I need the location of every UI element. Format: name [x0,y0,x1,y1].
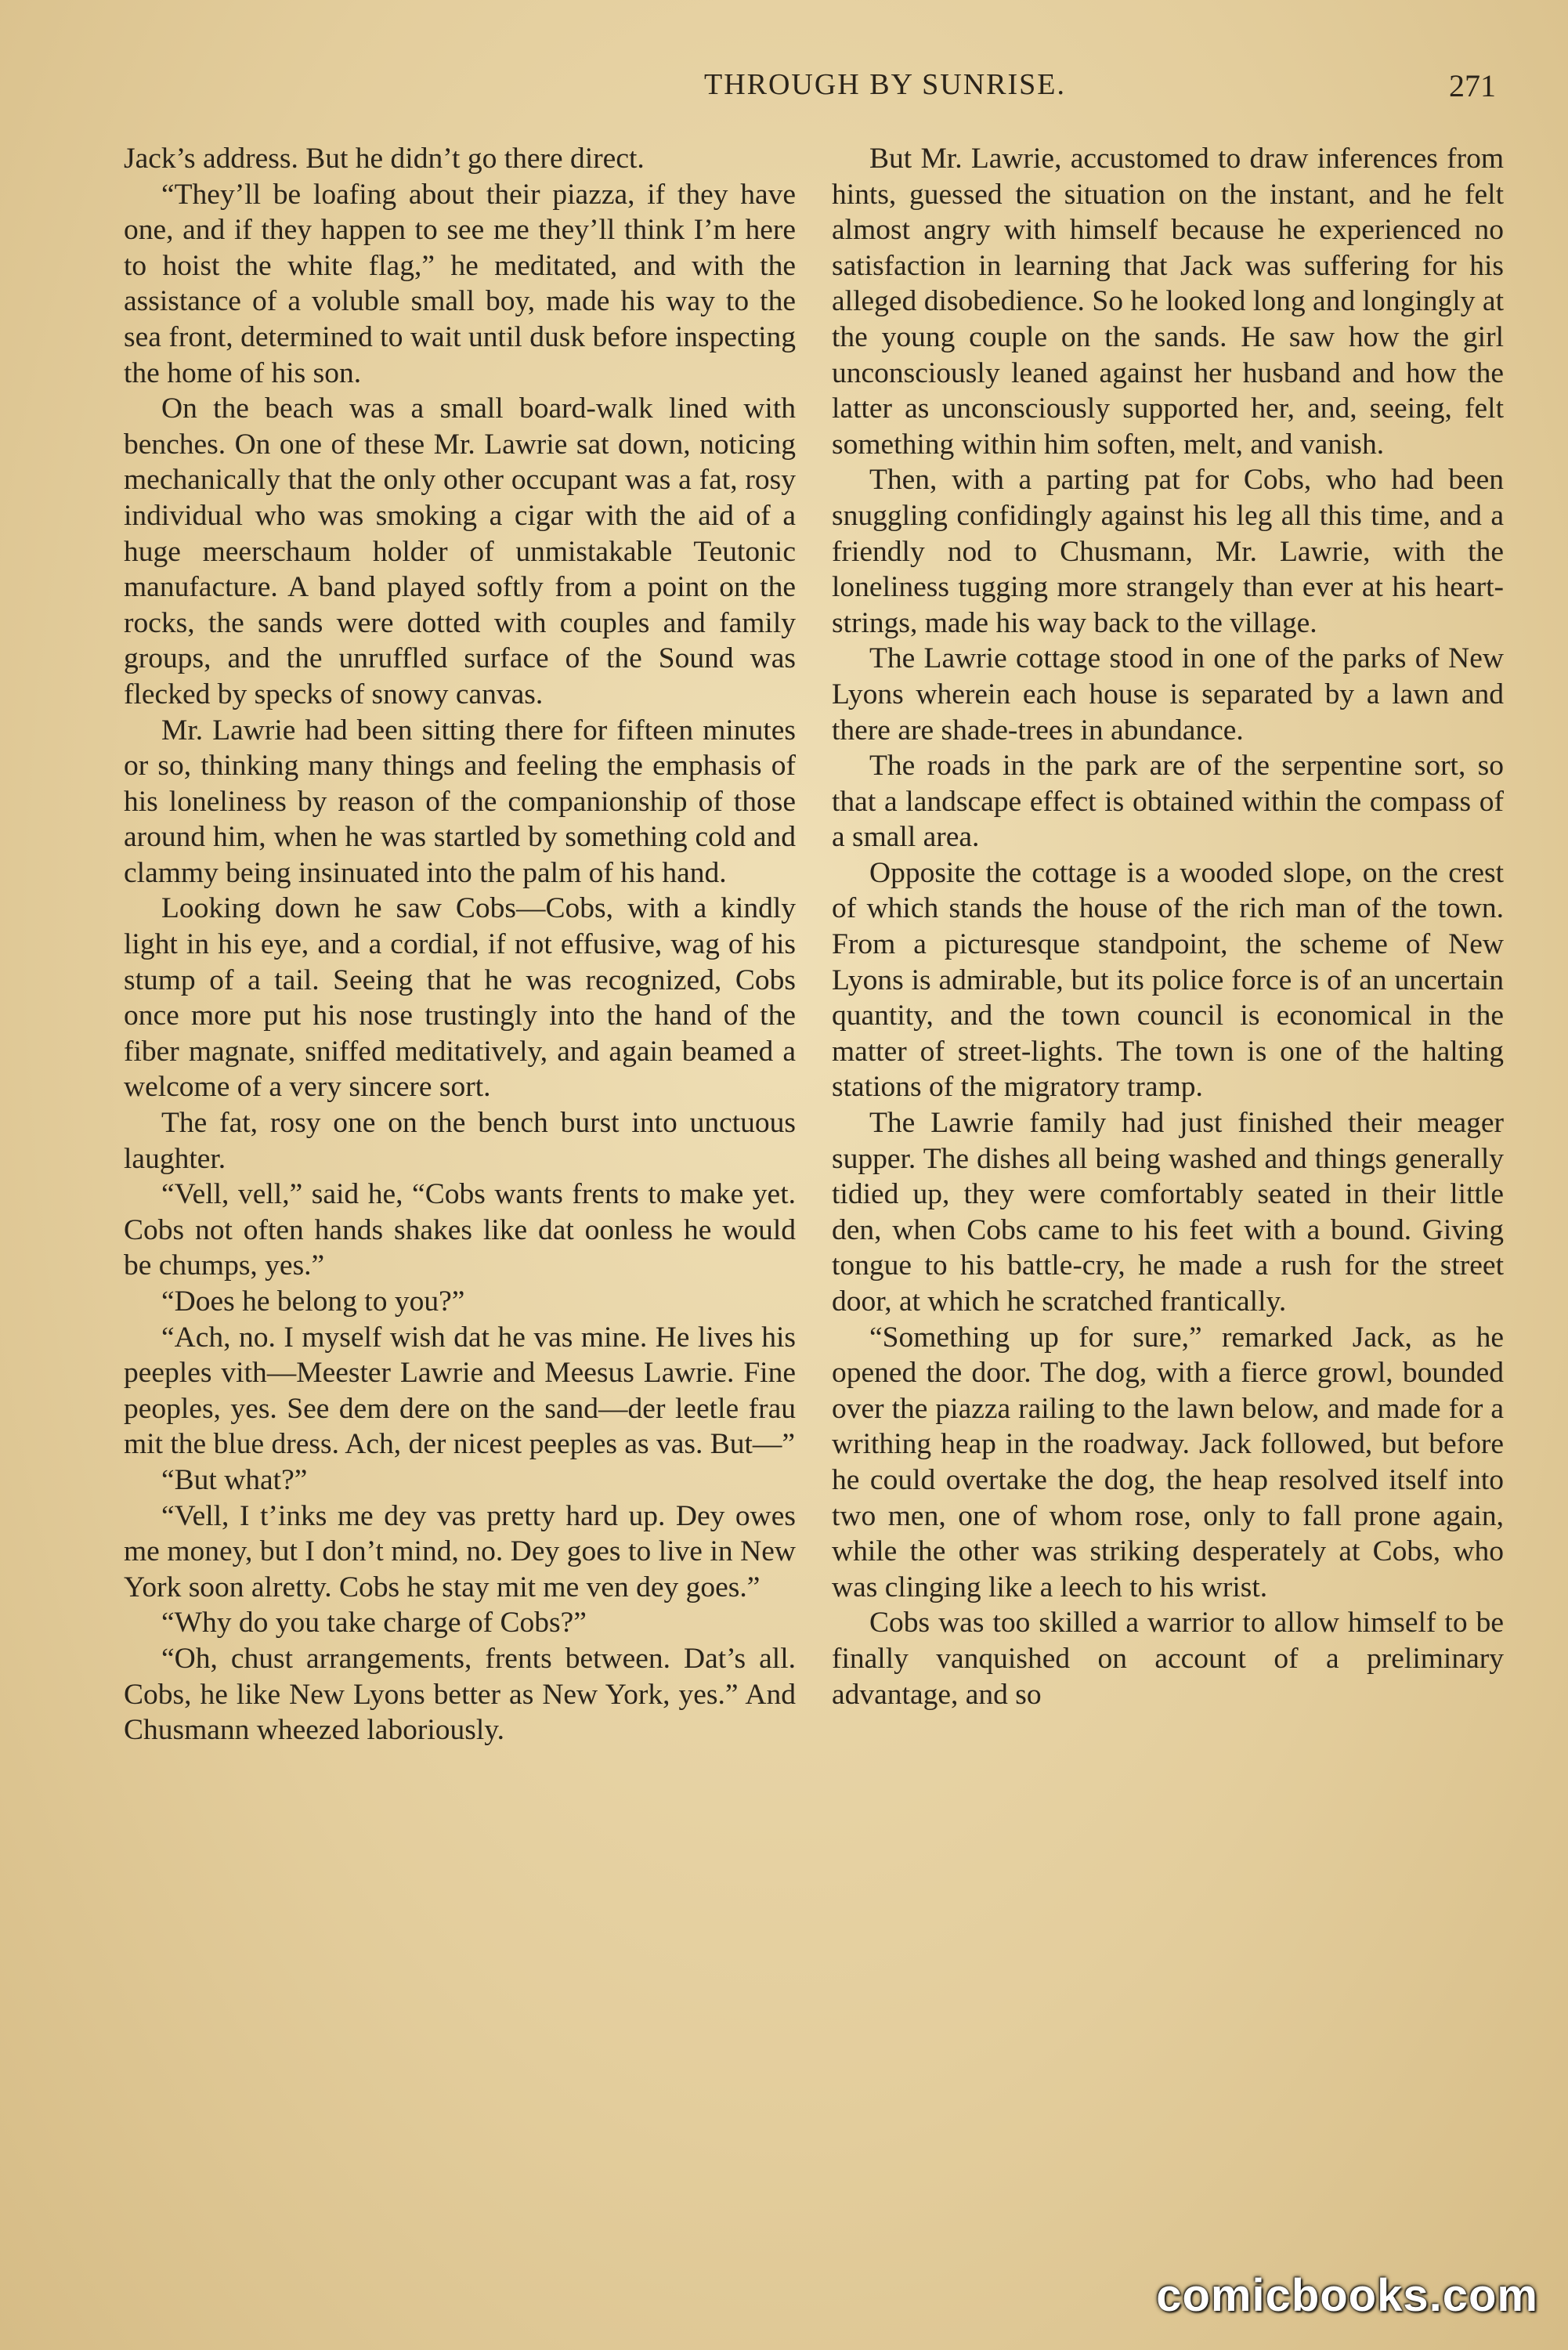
page-header [117,67,1496,114]
paragraph: “They’ll be loafing about their piazza, if they have one, and if they happen to see me they’ll think I’m here to hoist the white flag,” he meditated, and with the assistance of a voluble small boy, made his way to the sea front, determined to wait until dusk before inspecting the home of his son. [124,178,796,389]
paragraph: “Vell, vell,” said he, “Cobs wants frents to make yet. Cobs not often hands shakes like dat oonless he would be chumps, yes.” [124,1178,796,1282]
paragraph: But Mr. Lawrie, accustomed to draw inferences from hints, guessed the situation on the instant, and he felt almost angry with himself because he experienced no satisfaction in learning that Jack was suffering for his alleged disobedience. So he looked long and longingly at the young couple on the sands. He saw how the girl unconsciously leaned against her husband and how the latter as unconsciously supported her, and, seeing, felt something within him soften, melt, and vanish. [832,143,1504,461]
watermark: comicbooks.com [1156,2270,1538,2321]
paragraph: The roads in the park are of the serpentine sort, so that a landscape effect is obtained within the compass of a small area. [832,750,1504,854]
paragraph: “Why do you take charge of Cobs?” [161,1607,587,1640]
paragraph: The Lawrie family had just finished their meager supper. The dishes all being washed and things generally tidied up, they were comfortably seated in their little den, when Cobs came to his feet with a bound. Giving tongue to his battle-cry, he made a rush for the street door, at which he scratched frantically. [832,1107,1504,1318]
paragraph: “Does he belong to you?” [161,1285,465,1318]
paragraph: The Lawrie cottage stood in one of the parks of New Lyons wherein each house is separated by a lawn and there are shade-trees in abundance. [832,642,1504,747]
running-title: THROUGH BY SUNRISE. [703,68,1066,101]
page-number: 271 [1449,68,1496,103]
paragraph: “Something up for sure,” remarked Jack, as he opened the door. The dog, with a fierce growl, bounded over the piazza railing to the lawn below, and made for a writhing heap in the roadway. Jack followed, but before he could overtake the dog, the heap resolved itself into two men, one of whom rose, only to fall prone again, while the other was striking desperately at Cobs, who was clinging like a leech to his wrist. [832,1321,1504,1603]
right-column [832,141,1504,1712]
paragraph: On the beach was a small board-walk lined with benches. On one of these Mr. Lawrie sat down, noticing mechanically that the only other occupant was a fat, rosy individual who was smoking a cigar with the aid of a huge meerschaum holder of unmistakable Teutonic manufacture. A band played softly from a point on the rocks, the sands were dotted with couples and family groups, and the unruffled surface of the Sound was flecked by specks of snowy canvas. [124,392,796,710]
paragraph: Cobs was too skilled a warrior to allow himself to be finally vanquished on account of a preliminary advantage, and so [832,1607,1504,1711]
paragraph: “Vell, I t’inks me dey vas pretty hard up. Dey owes me money, but I don’t mind, no. Dey goes to live in New York soon alretty. Cobs he stay mit me ven dey goes.” [124,1499,796,1603]
paragraph: “Ach, no. I myself wish dat he vas mine. He lives his peeples vith—Meester Lawrie and Meesus Lawrie. Fine peoples, yes. See dem dere on the sand—der leetle frau mit the blue dress. Ach, der nicest peeples as vas. But—” [124,1321,796,1461]
left-column [124,141,796,1748]
paragraph: Mr. Lawrie had been sitting there for fifteen minutes or so, thinking many things and feeling the emphasis of his loneliness by reason of the companionship of those around him, when he was startled by something cold and clammy being insinuated into the palm of his hand. [124,714,796,889]
paragraph: Looking down he saw Cobs—Cobs, with a kindly light in his eye, and a cordial, if not effusive, wag of his stump of a tail. Seeing that he was recognized, Cobs once more put his nose trustingly into the hand of the fiber magnate, sniffed meditatively, and again beamed a welcome of a very sincere sort. [124,892,796,1104]
paragraph: The fat, rosy one on the bench burst into unctuous laughter. [124,1107,796,1175]
paragraph: Opposite the cottage is a wooded slope, on the crest of which stands the house of the rich man of the town. From a picturesque standpoint, the scheme of New Lyons is admirable, but its police force is of an uncertain quantity, and the town council is economical in the matter of street-lights. The town is one of the halting stations of the migratory tramp. [832,856,1504,1104]
paragraph: Then, with a parting pat for Cobs, who had been snuggling confidingly against his leg all this time, and a friendly nod to Chusmann, Mr. Lawrie, with the loneliness tugging more strangely than ever at his heart-strings, made his way back to the village. [832,464,1504,639]
paragraph: Jack’s address. But he didn’t go there direct. [124,143,645,175]
paragraph: “Oh, chust arrangements, frents between. Dat’s all. Cobs, he like New Lyons better as New York, yes.” And Chusmann wheezed laboriously. [124,1642,796,1747]
paragraph: “But what?” [161,1463,308,1496]
